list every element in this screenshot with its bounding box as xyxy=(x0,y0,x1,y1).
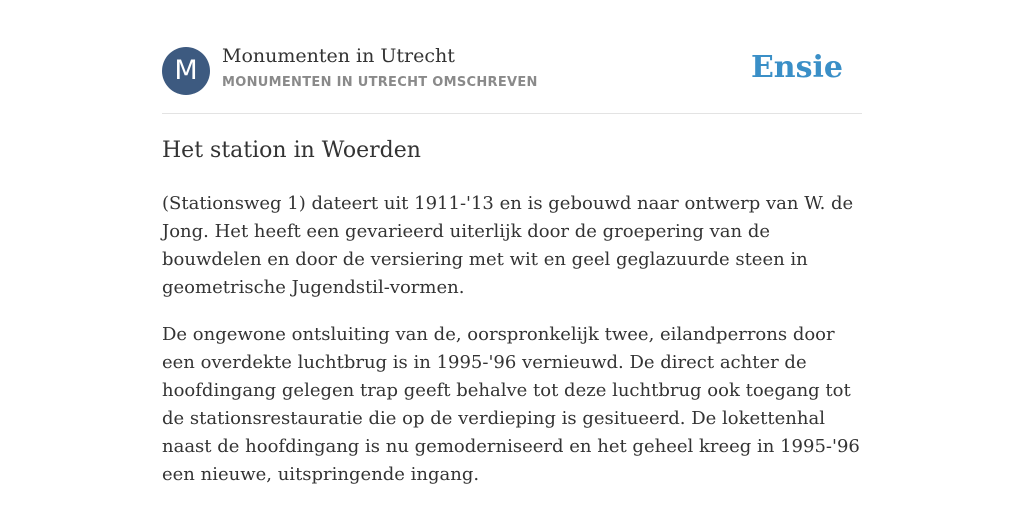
brand-logo[interactable]: Ensie xyxy=(750,50,843,85)
article-paragraph: De ongewone ontsluiting van de, oorspronkelijk twee, eilandperrons door een overdekte luchtbrug is in 1995-'96 vernieuwd. De direct achter de hoofdingang gelegen trap geeft behalve tot deze luchtbrug ook toegang tot de stationsrestauratie die op de verdieping is gesitueerd. De lokettenhal naast de hoofdingang is nu gemoderniseerd en het geheel kreeg in 1995-'96 een nieuwe, uitspringende ingang. xyxy=(162,324,860,485)
site-subtitle: MONUMENTEN IN UTRECHT OMSCHREVEN xyxy=(222,75,538,90)
avatar[interactable]: M xyxy=(162,47,210,95)
article-body xyxy=(162,190,862,508)
header xyxy=(162,0,862,114)
page xyxy=(162,0,862,485)
site-title[interactable]: Monumenten in Utrecht xyxy=(222,45,455,67)
article-title: Het station in Woerden xyxy=(162,138,421,163)
article-paragraph: (Stationsweg 1) dateert uit 1911-'13 en is gebouwd naar ontwerp van W. de Jong. Het heeft een gevarieerd uiterlijk door de groepering van de bouwdelen en door de versiering met wit en geel geglazuurde steen in geometrische Jugendstil-vormen. xyxy=(162,193,854,298)
